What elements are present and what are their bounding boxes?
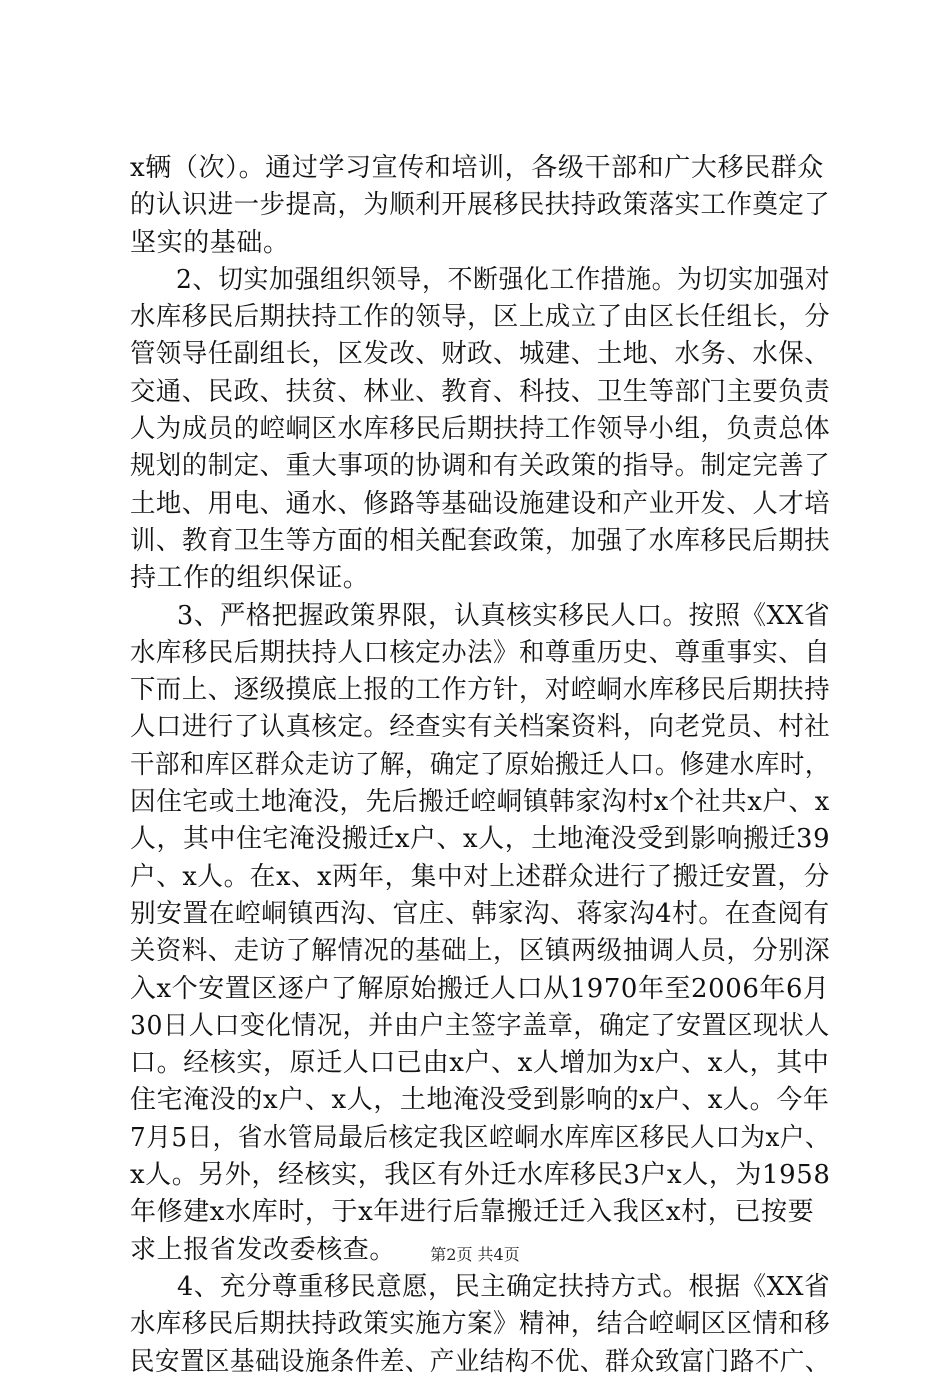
text-line: x辆（次）。通过学习宣传和培训，各级干部和广大移民群众 — [130, 153, 824, 183]
text-line: 的认识进一步提高，为顺利开展移民扶持政策落实工作奠定了 — [130, 190, 831, 221]
text-line: 因住宅或土地淹没，先后搬迁崆峒镇韩家沟村x个社共x户、x — [130, 787, 830, 818]
text-line: 30日人口变化情况，并由户主签字盖章，确定了安置区现状人 — [130, 1010, 830, 1041]
text-line: 土地、用电、通水、修路等基础设施建设和产业开发、人才培 — [130, 488, 831, 519]
text-line: 管领导任副组长，区发改、财政、城建、土地、水务、水保、 — [130, 339, 831, 370]
text-line: 下而上、逐级摸底上报的工作方针，对崆峒水库移民后期扶持 — [130, 675, 831, 706]
text-line: 人，其中住宅淹没搬迁x户、x人，土地淹没受到影响搬迁39 — [130, 824, 831, 855]
text-line: 人口进行了认真核定。经查实有关档案资料，向老党员、村社 — [130, 712, 831, 743]
text-line: 水库移民后期扶持人口核定办法》和尊重历史、尊重事实、自 — [130, 637, 831, 668]
text-line: 规划的制定、重大事项的协调和有关政策的指导。制定完善了 — [130, 451, 831, 482]
text-line: 持工作的组织保证。 — [130, 563, 370, 594]
page-number-label: 第2页 共4页 — [430, 1245, 520, 1264]
text-line: x人。另外，经核实，我区有外迁水库移民3户x人，为1958 — [130, 1160, 831, 1191]
text-line: 水库移民后期扶持政策实施方案》精神，结合崆峒区区情和移 — [130, 1309, 831, 1340]
text-line: 别安置在崆峒镇西沟、官庄、韩家沟、蒋家沟4村。在查阅有 — [130, 898, 830, 929]
text-line: 人为成员的崆峒区水库移民后期扶持工作领导小组，负责总体 — [130, 414, 831, 445]
text-line: 民安置区基础设施条件差、产业结构不优、群众致富门路不广、 — [130, 1346, 830, 1377]
text-line: 水库移民后期扶持工作的领导，区上成立了由区长任组长，分 — [130, 302, 831, 333]
text-line: 入x个安置区逐户了解原始搬迁人口从1970年至2006年6月 — [130, 973, 830, 1004]
text-line: 住宅淹没的x户、x人，土地淹没受到影响的x户、x人。今年 — [130, 1085, 830, 1116]
text-line: 年修建x水库时，于x年进行后靠搬迁迁入我区x村，已按要 — [130, 1197, 815, 1228]
text-line: 求上报省发改委核查。 — [130, 1234, 397, 1265]
text-line: 7月5日，省水管局最后核定我区崆峒水库库区移民人口为x户、 — [130, 1122, 831, 1153]
text-line: 坚实的基础。 — [130, 227, 290, 258]
text-line: 口。经核实，原迁人口已由x户、x人增加为x户、x人，其中 — [130, 1048, 830, 1079]
text-line: 干部和库区群众走访了解，确定了原始搬迁人口。修建水库时， — [130, 749, 830, 780]
text-line: 交通、民政、扶贫、林业、教育、科技、卫生等部门主要负责 — [130, 376, 831, 407]
page-footer — [0, 1242, 950, 1265]
paragraph-start-line: 4、充分尊重移民意愿，民主确定扶持方式。根据《XX省 — [176, 1271, 831, 1302]
text-line: 户、x人。在x、x两年，集中对上述群众进行了搬迁安置，分 — [130, 861, 830, 892]
text-line: 训、教育卫生等方面的相关配套政策，加强了水库移民后期扶 — [130, 525, 831, 556]
paragraph-start-line: 3、严格把握政策界限，认真核实移民人口。按照《XX省 — [176, 600, 831, 631]
paragraph-start-line: 2、切实加强组织领导，不断强化工作措施。为切实加强对 — [176, 264, 831, 295]
text-line: 关资料、走访了解情况的基础上，区镇两级抽调人员，分别深 — [130, 936, 831, 967]
document-body — [130, 150, 830, 1381]
